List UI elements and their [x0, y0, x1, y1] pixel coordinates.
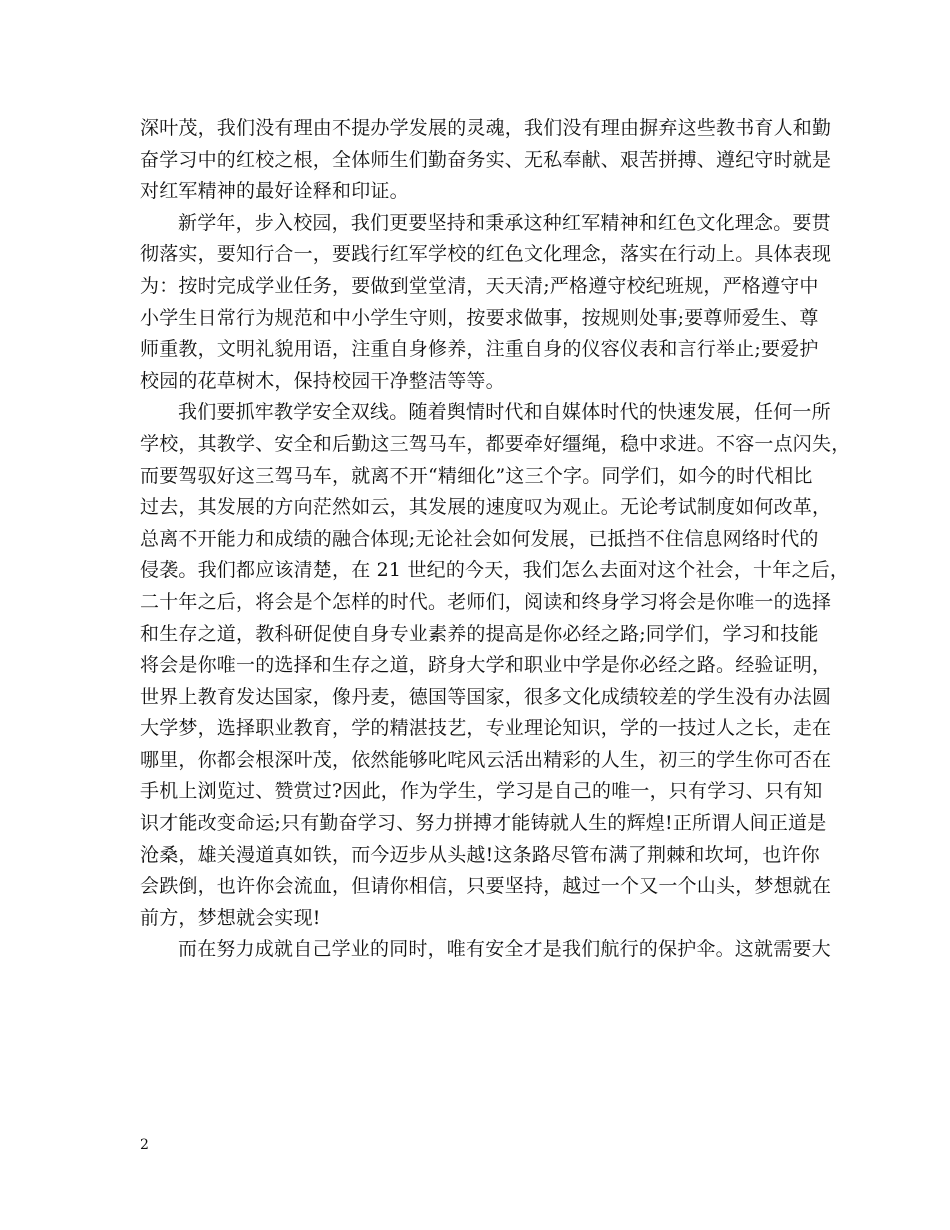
text-line: 总离不开能力和成绩的融合体现;无论社会如何发展，已抵挡不住信息网络时代的 [140, 527, 819, 550]
text-line: 彻落实，要知行合一，要践行红军学校的红色文化理念，落实在行动上。具体表现 [140, 243, 832, 266]
text-line: 深叶茂，我们没有理由不提办学发展的灵魂，我们没有理由摒弃这些教书育人和勤 [140, 117, 832, 139]
text-line: 识才能改变命运;只有勤奋学习、努力拼搏才能铸就人生的辉煌!正所谓人间正道是 [140, 812, 827, 835]
text-line: 侵袭。我们都应该清楚，在 21 世纪的今天，我们怎么去面对这个社会，十年之后， [140, 559, 850, 582]
body-text [140, 113, 851, 966]
text-line: 将会是你唯一的选择和生存之道，跻身大学和职业中学是你必经之路。经验证明， [140, 654, 832, 677]
text-line: 和生存之道，教科研促使自身专业素养的提高是你必经之路;同学们，学习和技能 [140, 622, 819, 645]
text-line: 世界上教育发达国家，像丹麦，德国等国家，很多文化成绩较差的学生没有办法圆 [140, 685, 832, 708]
text-line: 沧桑，雄关漫道真如铁，而今迈步从头越!这条路尽管布满了荆棘和坎坷，也许你 [140, 843, 820, 866]
text-line: 哪里，你都会根深叶茂，依然能够叱咤风云活出精彩的人生，初三的学生你可否在 [140, 748, 832, 771]
page-number: 2 [140, 1137, 149, 1153]
text-line: 前方，梦想就会实现! [140, 906, 321, 929]
text-line: 校园的花草树木，保持校园干净整洁等等。 [140, 369, 505, 392]
text-line: 奋学习中的红校之根，全体师生们勤奋务实、无私奉献、艰苦拼搏、遵纪守时就是 [140, 148, 832, 171]
text-line: 而要驾驭好这三驾马车，就离不开“精细化”这三个字。同学们，如今的时代相比 [140, 464, 813, 487]
text-line: 手机上浏览过、赞赏过?因此，作为学生，学习是自己的唯一，只有学习、只有知 [140, 780, 823, 803]
text-line: 二十年之后，将会是个怎样的时代。老师们，阅读和终身学习将会是你唯一的选择 [140, 590, 832, 613]
text-line: 学校，其教学、安全和后勤这三驾马车，都要牵好缰绳，稳中求进。不容一点闪失， [140, 432, 851, 455]
paragraph-first-line: 而在努力成就自己学业的同时，唯有安全才是我们航行的保护伞。这就需要大 [178, 938, 831, 961]
text-line: 会跌倒，也许你会流血，但请你相信，只要坚持，越过一个又一个山头，梦想就在 [140, 875, 832, 898]
text-line: 对红军精神的最好诠释和印证。 [140, 180, 409, 203]
text-line: 为：按时完成学业任务，要做到堂堂清，天天清;严格遵守校纪班规，严格遵守中 [140, 274, 819, 297]
text-line: 小学生日常行为规范和中小学生守则，按要求做事，按规则处事;要尊师爱生、尊 [140, 306, 819, 329]
text-line: 过去，其发展的方向茫然如云，其发展的速度叹为观止。无论考试制度如何改革， [140, 496, 832, 519]
text-line: 大学梦，选择职业教育，学的精湛技艺，专业理论知识，学的一技过人之长，走在 [140, 717, 832, 740]
paragraph-first-line: 新学年，步入校园，我们更要坚持和秉承这种红军精神和红色文化理念。要贯 [178, 211, 831, 234]
text-line: 师重教，文明礼貌用语，注重自身修养，注重自身的仪容仪表和言行举止;要爱护 [140, 338, 819, 361]
paragraph-first-line: 我们要抓牢教学安全双线。随着舆情时代和自媒体时代的快速发展，任何一所 [178, 401, 831, 424]
